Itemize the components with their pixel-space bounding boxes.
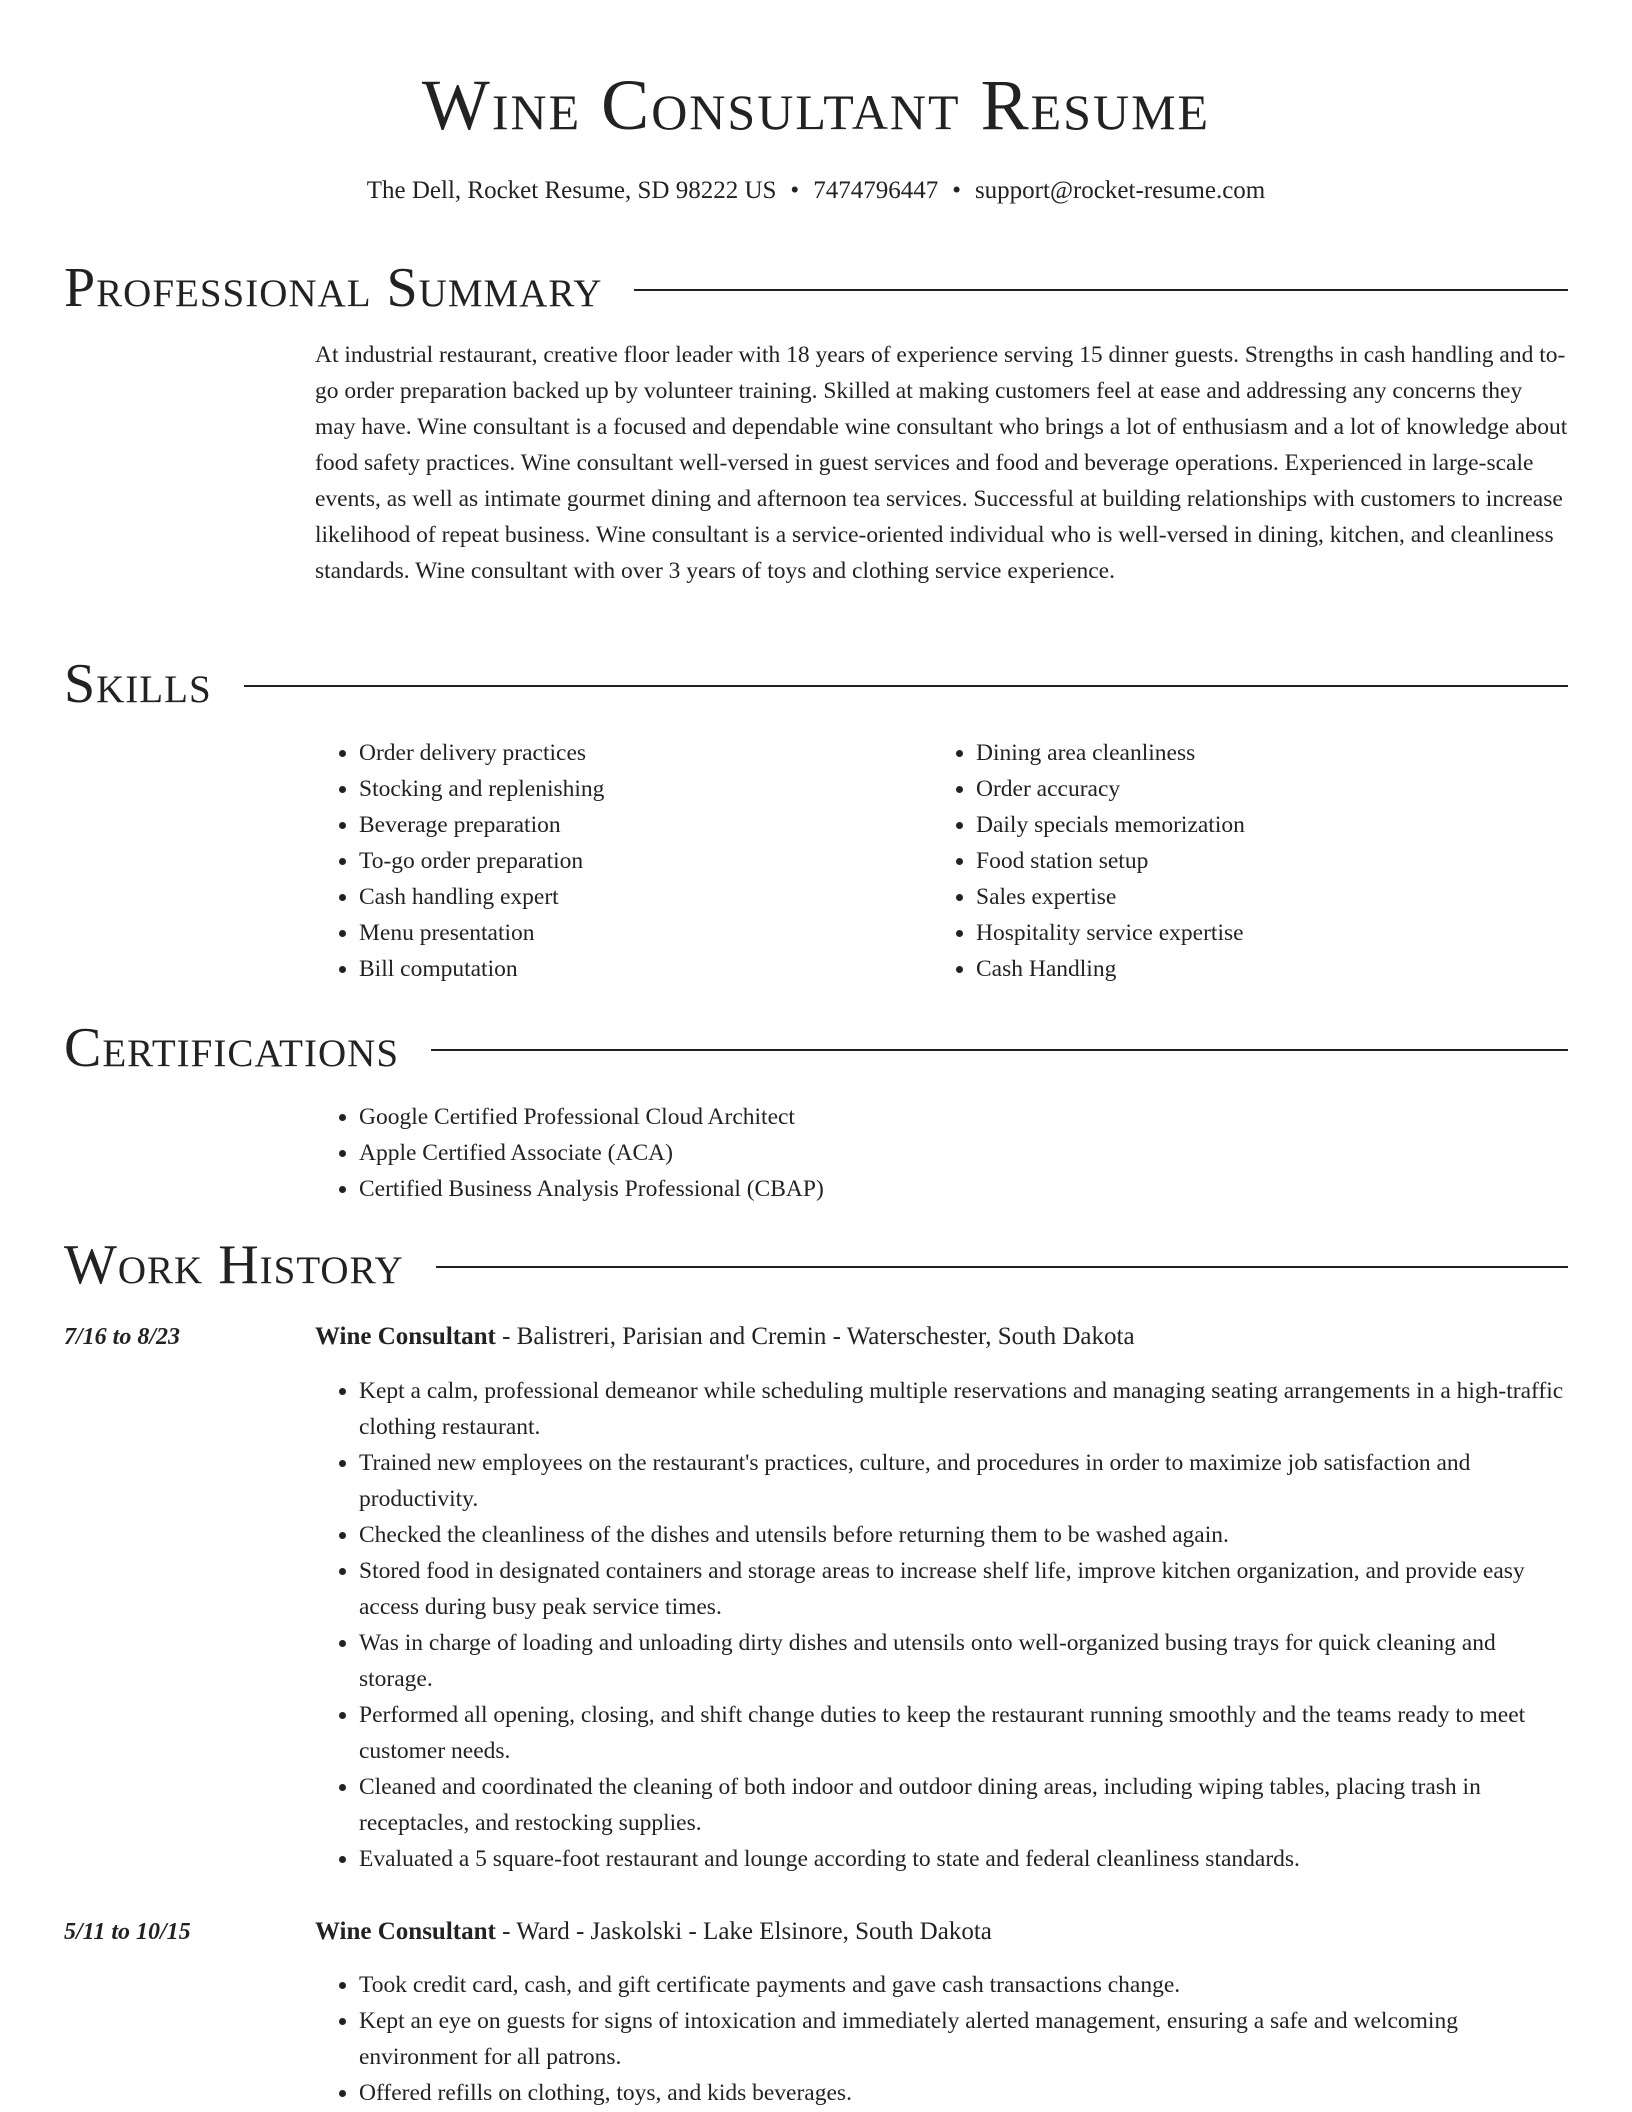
skill-item: • Menu presentation xyxy=(359,915,919,951)
job-bullet: • Stored food in designated containers and storage areas to increase shelf life, improve kitchen organization, and provide easy access during busy peak service times. xyxy=(359,1553,1568,1625)
work-history-section-heading xyxy=(64,1233,1568,1297)
skills-heading-text: Skills xyxy=(64,653,212,715)
job-bullet: • Checked the cleanliness of the dishes and utensils before returning them to be washed again. xyxy=(359,1517,1568,1553)
job-bullet: • Kept a calm, professional demeanor while scheduling multiple reservations and managing seating arrangements in a high-traffic clothing restaurant. xyxy=(359,1373,1568,1445)
contact-email: support@rocket-resume.com xyxy=(974,177,1266,204)
summary-section-heading xyxy=(64,256,1568,320)
skill-item: • Dining area cleanliness xyxy=(976,735,1576,771)
job-bullet: • Performed all opening, closing, and shift change duties to keep the restaurant running smoothly and the teams ready to meet customer needs. xyxy=(359,1697,1568,1769)
job-responsibilities-list xyxy=(315,1967,1568,2111)
skill-item: • Order delivery practices xyxy=(359,735,919,771)
job-dates: 7/16 to 8/23 xyxy=(64,1324,181,1350)
certifications-list xyxy=(315,1099,1612,1207)
skills-list-left xyxy=(315,735,919,987)
job-title: Wine Consultant xyxy=(315,1918,496,1945)
job-bullet: • Evaluated a 5 square-foot restaurant and lounge according to state and federal cleanliness standards. xyxy=(359,1841,1568,1877)
job-bullet: • Offered refills on clothing, toys, and kids beverages. xyxy=(359,2075,1568,2111)
skill-item: • Cash Handling xyxy=(976,951,1576,987)
job-bullet: • Took credit card, cash, and gift certificate payments and gave cash transactions change. xyxy=(359,1967,1568,2003)
certification-item: • Certified Business Analysis Professional (CBAP) xyxy=(359,1171,1612,1207)
certifications-heading-text: Certifications xyxy=(64,1017,400,1079)
skill-item: • Cash handling expert xyxy=(359,879,919,915)
contact-phone: 7474796447 xyxy=(813,177,939,204)
skill-item: • Sales expertise xyxy=(976,879,1576,915)
skill-item: • To-go order preparation xyxy=(359,843,919,879)
job-bullet: • Was in charge of loading and unloading dirty dishes and utensils onto well-organized busing trays for quick cleaning and storage. xyxy=(359,1625,1568,1697)
job-bullet: • Cleaned and coordinated the cleaning of both indoor and outdoor dining areas, including wiping tables, placing trash in receptacles, and restocking supplies. xyxy=(359,1769,1568,1841)
contact-separator: • xyxy=(952,177,961,204)
skills-list-right xyxy=(932,735,1576,987)
skill-item: • Stocking and replenishing xyxy=(359,771,919,807)
work-history-heading-text: Work History xyxy=(64,1234,404,1296)
skills-section-heading xyxy=(64,652,1568,716)
contact-separator: • xyxy=(790,177,800,204)
summary-paragraph: At industrial restaurant, creative floor leader with 18 years of experience serving 15 dinner guests. Strengths in cash handling and to-go order preparation backed up by volunteer training. Skilled at making customers feel at ease and addressing any concerns they may have. Wine consultant is a focused and dependable wine consultant who brings a lot of enthusiasm and a lot of knowledge about food safety practices. Wine consultant well-versed in guest services and food and beverage operations. Experienced in large-scale events, as well as intimate gourmet dining and afternoon tea services. Successful at building relationships with customers to increase likelihood of repeat business. Wine consultant is a service-oriented individual who is well-versed in dining, kitchen, and cleanliness standards. Wine consultant with over 3 years of toys and clothing service experience. xyxy=(315,342,1568,584)
certification-item: • Google Certified Professional Cloud Architect xyxy=(359,1099,1612,1135)
skill-item: • Hospitality service expertise xyxy=(976,915,1576,951)
job-employer-location: - Balistreri, Parisian and Cremin - Waterschester, South Dakota xyxy=(495,1323,1135,1350)
job-responsibilities-list xyxy=(315,1373,1568,1877)
job-employer-location: - Ward - Jaskolski - Lake Elsinore, South Dakota xyxy=(495,1918,992,1945)
section-divider xyxy=(436,1266,1568,1268)
skill-item: • Food station setup xyxy=(976,843,1576,879)
skill-item: • Order accuracy xyxy=(976,771,1576,807)
job-dates: 5/11 to 10/15 xyxy=(64,1919,191,1945)
job-title: Wine Consultant xyxy=(315,1323,496,1350)
section-divider xyxy=(431,1049,1568,1051)
job-bullet: • Trained new employees on the restaurant's practices, culture, and procedures in order to maximize job satisfaction and productivity. xyxy=(359,1445,1568,1517)
skill-item: • Beverage preparation xyxy=(359,807,919,843)
summary-heading-text: Professional Summary xyxy=(64,257,603,319)
certifications-section-heading xyxy=(64,1016,1568,1080)
job-title-line xyxy=(315,1914,992,1950)
job-bullet: • Kept an eye on guests for signs of intoxication and immediately alerted management, ensuring a safe and welcoming environment for all patrons. xyxy=(359,2003,1568,2075)
job-title-line xyxy=(315,1319,1135,1355)
contact-line xyxy=(0,174,1632,208)
skill-item: • Daily specials memorization xyxy=(976,807,1576,843)
skill-item: • Bill computation xyxy=(359,951,919,987)
section-divider xyxy=(244,685,1568,687)
certification-item: • Apple Certified Associate (ACA) xyxy=(359,1135,1612,1171)
resume-title: Wine Consultant Resume xyxy=(421,65,1211,145)
contact-address: The Dell, Rocket Resume, SD 98222 US xyxy=(366,177,777,204)
section-divider xyxy=(634,289,1568,291)
